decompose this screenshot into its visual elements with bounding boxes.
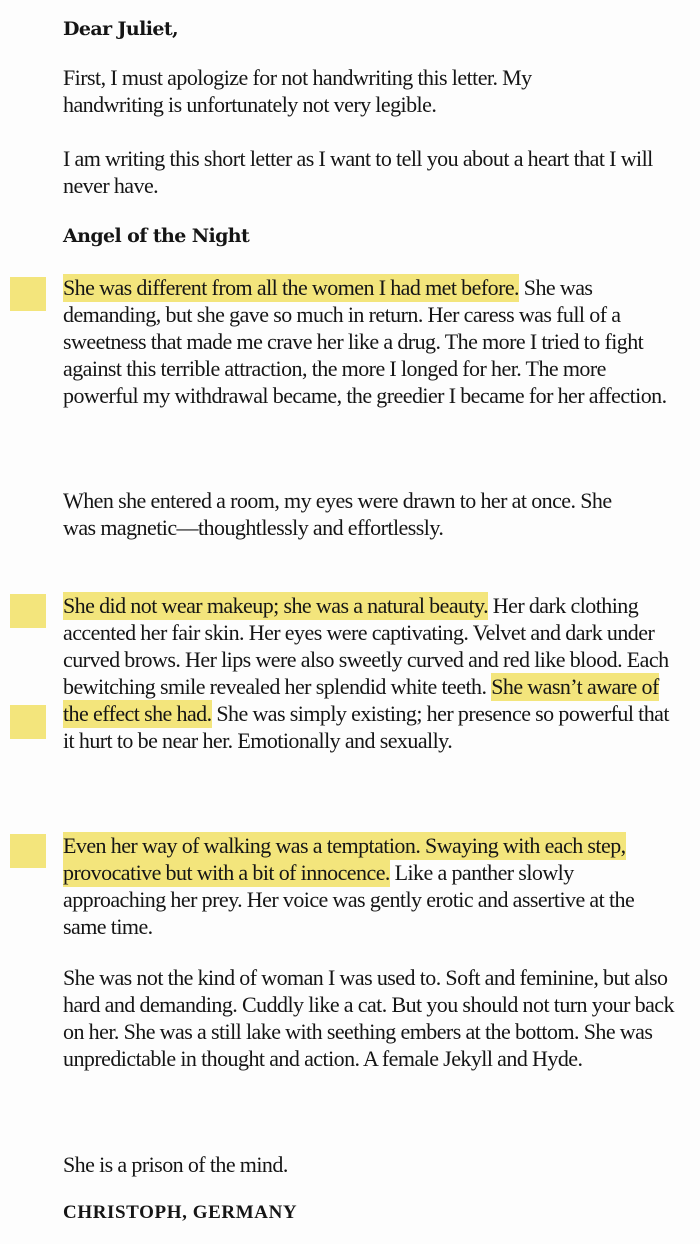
paragraph-text: Like a panther slowly approaching her prey. Her voice was gently erotic and assertive at the same time. (63, 860, 635, 939)
highlight-marker-2 (10, 594, 46, 628)
paragraph-text: She was simply existing; her presence so powerful that it hurt to be near her. Emotionally and sexually. (63, 701, 669, 753)
paragraph-1 (63, 274, 683, 409)
intro-paragraph-1: First, I must apologize for not handwriting this letter. My handwriting is unfortunately not very legible. (63, 65, 532, 117)
paragraph-text: Her dark clothing accented her fair skin. Her eyes were captivating. Velvet and dark under curved brows. Her lips were also sweetly curved and red like blood. Each bewitching smile revealed her splendid white teeth. (63, 593, 669, 699)
greeting: Dear Juliet, (63, 18, 179, 40)
highlighted-text: Even her way of walking was a temptation. Swaying with each step, provocative but with a bit of innocence. (63, 833, 626, 885)
highlighted-text: She was different from all the women I had met before. (63, 275, 520, 300)
intro-paragraph-2: I am writing this short letter as I want to tell you about a heart that I will never have. (63, 146, 653, 198)
highlight-marker-3 (10, 705, 46, 739)
highlighted-text: She did not wear makeup; she was a natural beauty. (63, 593, 489, 618)
paragraph-2: When she entered a room, my eyes were drawn to her at once. She was magnetic—thoughtlessly and effortlessly. (63, 488, 612, 540)
highlight-marker-1 (10, 277, 46, 311)
paragraph-6: She is a prison of the mind. (63, 1152, 288, 1177)
highlight-marker-4 (10, 834, 46, 868)
paragraph-5: She was not the kind of woman I was used to. Soft and feminine, but also hard and demanding. Cuddly like a cat. But you should not turn your back on her. She was a still lake with seething embers at the bottom. She was unpredictable in thought and action. A female Jekyll and Hyde. (63, 965, 674, 1071)
section-title: Angel of the Night (63, 225, 250, 247)
paragraph-4 (63, 832, 638, 940)
paragraph-3 (63, 592, 683, 754)
signature: CHRISTOPH, GERMANY (63, 1202, 298, 1223)
paragraph-text: She was demanding, but she gave so much in return. Her caress was full of a sweetness that made me crave her like a drug. The more I tried to fight against this terrible attraction, the more I longed for her. The more powerful my withdrawal became, the greedier I became for her affection. (63, 275, 667, 408)
highlighted-text: She wasn’t aware of the effect she had. (63, 674, 659, 726)
